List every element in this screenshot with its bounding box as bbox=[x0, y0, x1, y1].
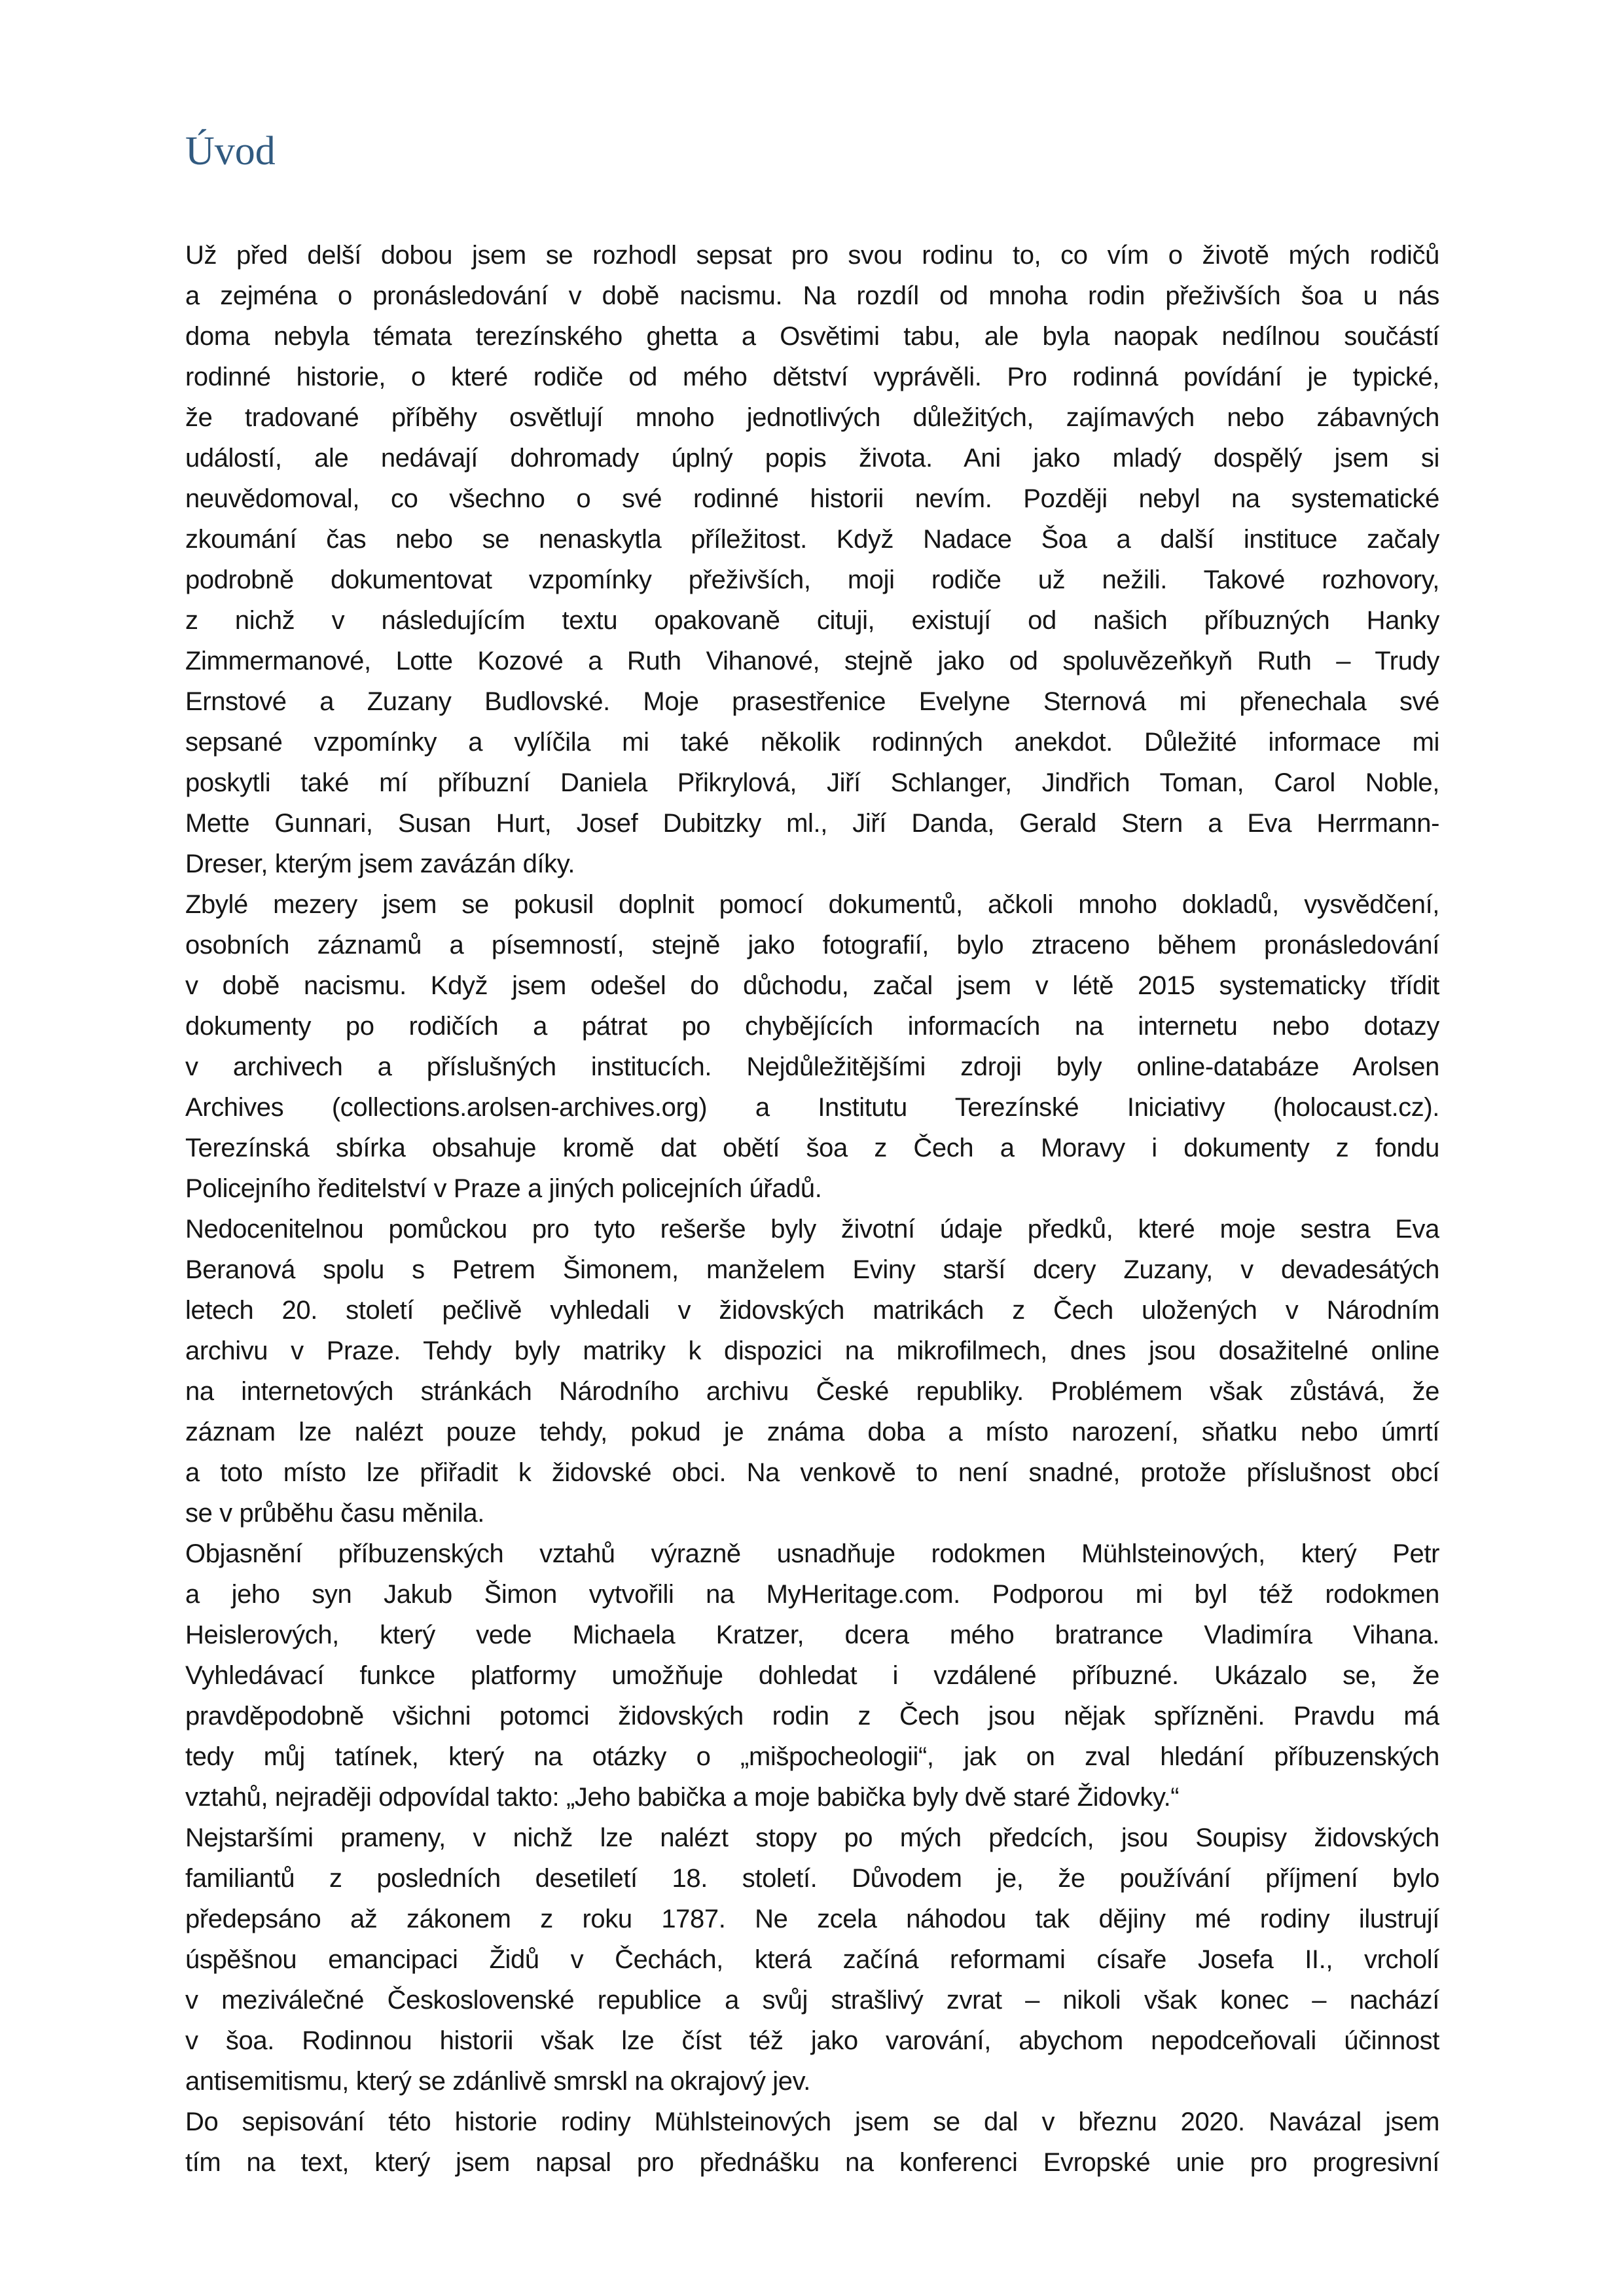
text-line: tedy můj tatínek, který na otázky o „mišpocheologii“, jak on zval hledání příbuzenských bbox=[185, 1742, 1439, 1772]
text-line: Vyhledávací funkce platformy umožňuje dohledat i vzdálené příbuzné. Ukázalo se, že bbox=[185, 1661, 1439, 1691]
text-line: Zbylé mezery jsem se pokusil doplnit pomocí dokumentů, ačkoli mnoho dokladů, vysvědčení, bbox=[185, 890, 1439, 920]
text-line: Ernstové a Zuzany Budlovské. Moje prasestřenice Evelyne Sternová mi přenechala své bbox=[185, 687, 1439, 717]
text-line: familiantů z posledních desetiletí 18. století. Důvodem je, že používání příjmení bylo bbox=[185, 1864, 1439, 1893]
text-line: záznam lze nalézt pouze tehdy, pokud je známa doba a místo narození, sňatku nebo úmrtí bbox=[185, 1418, 1439, 1447]
paragraph bbox=[185, 2102, 1439, 2183]
text-line: osobních záznamů a písemností, stejně jako fotografií, bylo ztraceno během pronásledování bbox=[185, 931, 1439, 960]
paragraph bbox=[185, 235, 1439, 884]
text-line: Už před delší dobou jsem se rozhodl sepsat pro svou rodinu to, co vím o životě mých rodičů bbox=[185, 241, 1439, 270]
document-body bbox=[185, 235, 1439, 2183]
text-line: z nichž v následujícím textu opakovaně cituji, existují od našich příbuzných Hanky bbox=[185, 606, 1439, 636]
text-line: a toto místo lze přiřadit k židovské obci. Na venkově to není snadné, protože příslušnost obcí bbox=[185, 1458, 1439, 1488]
text-line: dokumenty po rodičích a pátrat po chybějících informacích na internetu nebo dotazy bbox=[185, 1012, 1439, 1041]
text-line: na internetových stránkách Národního archivu České republiky. Problémem však zůstává, že bbox=[185, 1377, 1439, 1407]
text-line: zkoumání čas nebo se nenaskytla příležitost. Když Nadace Šoa a další instituce začaly bbox=[185, 525, 1439, 554]
text-line: úspěšnou emancipaci Židů v Čechách, která začíná reformami císaře Josefa II., vrcholí bbox=[185, 1945, 1439, 1975]
paragraph bbox=[185, 1818, 1439, 2102]
text-line: v meziválečné Československé republice a svůj strašlivý zvrat – nikoli však konec – nachází bbox=[185, 1986, 1439, 2015]
text-line: v době nacismu. Když jsem odešel do důchodu, začal jsem v létě 2015 systematicky třídit bbox=[185, 971, 1439, 1001]
text-line: Nejstaršími prameny, v nichž lze nalézt stopy po mých předcích, jsou Soupisy židovských bbox=[185, 1823, 1439, 1853]
text-line: se v průběhu času měnila. bbox=[185, 1499, 484, 1528]
text-line: poskytli také mí příbuzní Daniela Přikrylová, Jiří Schlanger, Jindřich Toman, Carol Noble, bbox=[185, 768, 1439, 798]
text-line: že tradované příběhy osvětlují mnoho jednotlivých důležitých, zajímavých nebo zábavných bbox=[185, 403, 1439, 433]
paragraph bbox=[185, 1209, 1439, 1534]
text-line: rodinné historie, o které rodiče od mého dětství vyprávěli. Pro rodinná povídání je typické, bbox=[185, 363, 1439, 392]
text-line: a zejména o pronásledování v době nacismu. Na rozdíl od mnoha rodin přeživších šoa u nás bbox=[185, 281, 1439, 311]
text-line: sepsané vzpomínky a vylíčila mi také několik rodinných anekdot. Důležité informace mi bbox=[185, 728, 1439, 757]
text-line: Zimmermanové, Lotte Kozové a Ruth Vihanové, stejně jako od spoluvězeňkyň Ruth – Trudy bbox=[185, 647, 1439, 676]
text-line: Archives (collections.arolsen-archives.org) a Institutu Terezínské Iniciativy (holocaust.cz). bbox=[185, 1093, 1439, 1122]
text-line: Beranová spolu s Petrem Šimonem, manželem Eviny starší dcery Zuzany, v devadesátých bbox=[185, 1255, 1439, 1285]
text-line: podrobně dokumentovat vzpomínky přeživších, moji rodiče už nežili. Takové rozhovory, bbox=[185, 565, 1439, 595]
text-line: antisemitismu, který se zdánlivě smrskl na okrajový jev. bbox=[185, 2067, 810, 2096]
text-line: Nedocenitelnou pomůckou pro tyto rešerše byly životní údaje předků, které moje sestra Eva bbox=[185, 1215, 1439, 1244]
text-line: Dreser, kterým jsem zavázán díky. bbox=[185, 850, 575, 879]
text-line: Objasnění příbuzenských vztahů výrazně usnadňuje rodokmen Mühlsteinových, který Petr bbox=[185, 1539, 1439, 1569]
text-line: Policejního ředitelství v Praze a jiných policejních úřadů. bbox=[185, 1174, 822, 1204]
text-line: Mette Gunnari, Susan Hurt, Josef Dubitzky ml., Jiří Danda, Gerald Stern a Eva Herrmann- bbox=[185, 809, 1439, 838]
text-line: v archivech a příslušných institucích. Nejdůležitějšími zdroji byly online-databáze Arolsen bbox=[185, 1052, 1439, 1082]
text-line: předepsáno až zákonem z roku 1787. Ne zcela náhodou tak dějiny mé rodiny ilustrují bbox=[185, 1905, 1439, 1934]
text-line: letech 20. století pečlivě vyhledali v židovských matrikách z Čech uložených v Národním bbox=[185, 1296, 1439, 1325]
paragraph bbox=[185, 1534, 1439, 1818]
text-line: v šoa. Rodinnou historii však lze číst též jako varování, abychom nepodceňovali účinnost bbox=[185, 2026, 1439, 2056]
document-content bbox=[185, 128, 1439, 2183]
text-line: doma nebyla témata terezínského ghetta a Osvětimi tabu, ale byla naopak nedílnou součástí bbox=[185, 322, 1439, 351]
text-line: událostí, ale nedávají dohromady úplný popis života. Ani jako mladý dospělý jsem si bbox=[185, 444, 1439, 473]
text-line: archivu v Praze. Tehdy byly matriky k dispozici na mikrofilmech, dnes jsou dosažitelné online bbox=[185, 1336, 1439, 1366]
text-line: Do sepisování této historie rodiny Mühlsteinových jsem se dal v březnu 2020. Navázal jsem bbox=[185, 2108, 1439, 2137]
text-line: a jeho syn Jakub Šimon vytvořili na MyHeritage.com. Podporou mi byl též rodokmen bbox=[185, 1580, 1439, 1609]
text-line: tím na text, který jsem napsal pro přednášku na konferenci Evropské unie pro progresivní bbox=[185, 2148, 1439, 2178]
paragraph bbox=[185, 884, 1439, 1209]
text-line: vztahů, nejraději odpovídal takto: „Jeho babička a moje babička byly dvě staré Židovky.“ bbox=[185, 1783, 1180, 1812]
text-line: Terezínská sbírka obsahuje kromě dat obětí šoa z Čech a Moravy i dokumenty z fondu bbox=[185, 1134, 1439, 1163]
page-title: Úvod bbox=[185, 129, 276, 173]
text-line: neuvědomoval, co všechno o své rodinné historii nevím. Později nebyl na systematické bbox=[185, 484, 1439, 514]
text-line: pravděpodobně všichni potomci židovských rodin z Čech jsou nějak spřízněni. Pravdu má bbox=[185, 1702, 1439, 1731]
text-line: Heislerových, který vede Michaela Kratzer, dcera mého bratrance Vladimíra Vihana. bbox=[185, 1621, 1439, 1650]
